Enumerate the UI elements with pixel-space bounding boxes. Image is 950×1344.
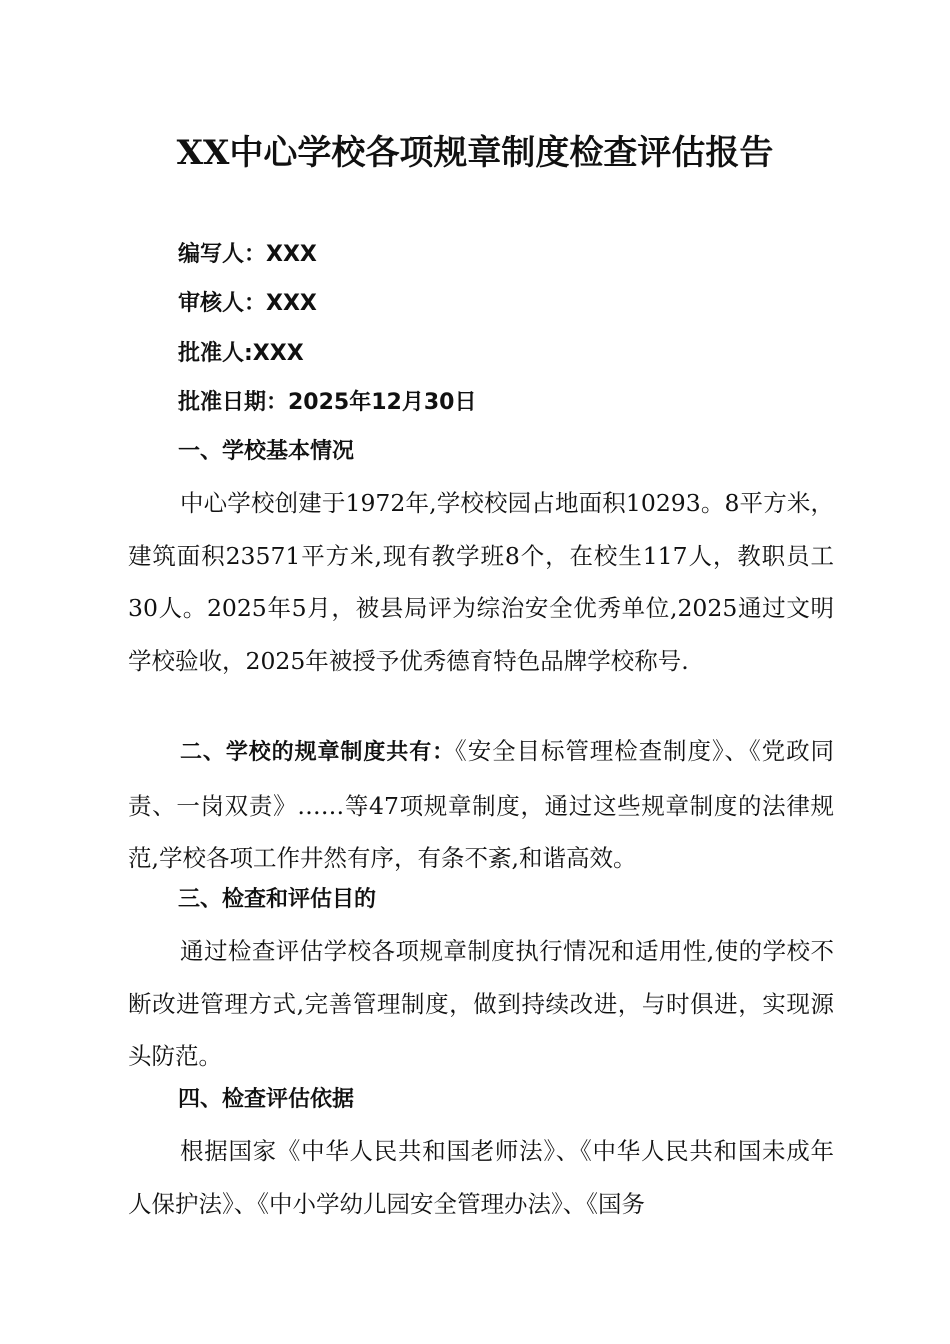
approval-date-line: 批准日期：2025年12月30日 bbox=[178, 390, 477, 415]
section-body-purpose: 通过检查评估学校各项规章制度执行情况和适用性,使的学校不断改进管理方式,完善管理制度，做到持续改进，与时俱进，实现源头防范。 bbox=[128, 937, 834, 1070]
section-heading-basis: 四、检查评估依据 bbox=[178, 1087, 355, 1112]
approver-line: 批准人:XXX bbox=[178, 341, 304, 366]
section-rules bbox=[128, 725, 834, 885]
section-heading-basic-info: 一、学校基本情况 bbox=[178, 439, 355, 464]
section-body-basic-info: 中心学校创建于1972年,学校校园占地面积10293。8平方米，建筑面积23571平方米,现有教学班8个，在校生117人，教职员工30人。2025年5月，被县局评为综治安全优秀单位,2025通过文明学校验收，2025年被授予优秀德育特色品牌学校称号. bbox=[128, 489, 834, 675]
section-body-rules: 《安全目标管理检查制度》、《党政同责、一岗双责》……等47项规章制度，通过这些规章制度的法律规范,学校各项工作井然有序，有条不紊,和谐高效。 bbox=[128, 737, 834, 872]
section-heading-rules: 二、学校的规章制度共有： bbox=[180, 740, 456, 765]
author-line: 编写人：XXX bbox=[178, 242, 317, 267]
document-title: XX中心学校各项规章制度检查评估报告 bbox=[176, 133, 774, 173]
reviewer-line: 审核人：XXX bbox=[178, 291, 317, 316]
section-body-basis: 根据国家《中华人民共和国老师法》、《中华人民共和国未成年人保护法》、《中小学幼儿园安全管理办法》、《国务 bbox=[128, 1137, 834, 1218]
section-heading-purpose: 三、检查和评估目的 bbox=[178, 887, 377, 912]
